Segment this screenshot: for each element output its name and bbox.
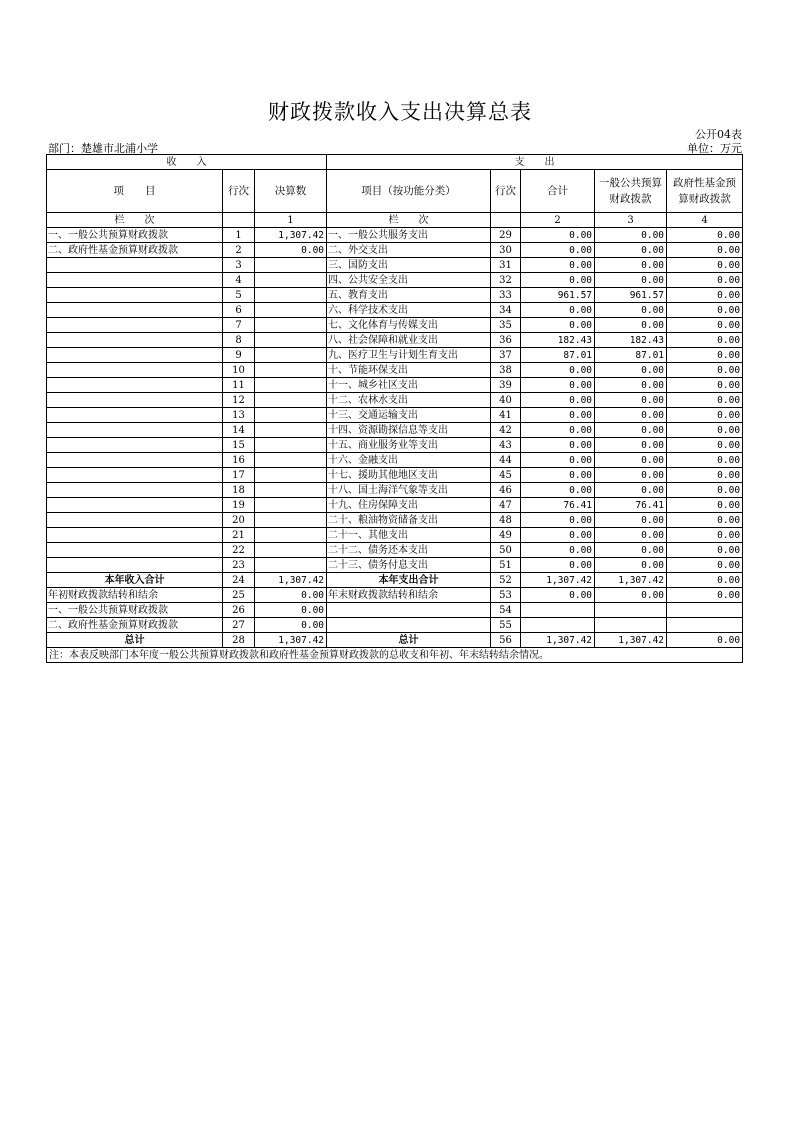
income-row-no: 24 bbox=[223, 573, 255, 588]
expenditure-total: 0.00 bbox=[521, 243, 595, 258]
expenditure-total: 961.57 bbox=[521, 288, 595, 303]
expenditure-fund: 0.00 bbox=[667, 483, 743, 498]
table-row bbox=[47, 288, 743, 303]
income-amount bbox=[255, 378, 327, 393]
expenditure-general: 0.00 bbox=[595, 423, 667, 438]
income-row-no: 15 bbox=[223, 438, 255, 453]
expenditure-item: 二十三、债务付息支出 bbox=[327, 558, 491, 573]
table-row bbox=[47, 588, 743, 603]
expenditure-total: 0.00 bbox=[521, 303, 595, 318]
income-item bbox=[47, 513, 223, 528]
income-item bbox=[47, 543, 223, 558]
expenditure-fund: 0.00 bbox=[667, 438, 743, 453]
expenditure-item: 十五、商业服务业等支出 bbox=[327, 438, 491, 453]
expenditure-fund: 0.00 bbox=[667, 258, 743, 273]
income-row-no: 14 bbox=[223, 423, 255, 438]
table-row bbox=[47, 378, 743, 393]
expenditure-total: 0.00 bbox=[521, 408, 595, 423]
income-item bbox=[47, 483, 223, 498]
expenditure-total: 0.00 bbox=[521, 423, 595, 438]
expenditure-row-no: 40 bbox=[491, 393, 521, 408]
income-row-no: 18 bbox=[223, 483, 255, 498]
index-label-2: 栏 次 bbox=[327, 213, 491, 228]
expenditure-item: 一、一般公共服务支出 bbox=[327, 228, 491, 243]
expenditure-general: 0.00 bbox=[595, 378, 667, 393]
income-row-no: 17 bbox=[223, 468, 255, 483]
expenditure-general bbox=[595, 618, 667, 633]
expenditure-item: 九、医疗卫生与计划生育支出 bbox=[327, 348, 491, 363]
table-row bbox=[47, 468, 743, 483]
income-amount bbox=[255, 453, 327, 468]
expenditure-row-no: 29 bbox=[491, 228, 521, 243]
income-item bbox=[47, 468, 223, 483]
expenditure-row-no: 49 bbox=[491, 528, 521, 543]
index-col-4: 4 bbox=[667, 213, 743, 228]
income-amount bbox=[255, 543, 327, 558]
income-amount: 0.00 bbox=[255, 243, 327, 258]
income-amount bbox=[255, 363, 327, 378]
expenditure-item: 十九、住房保障支出 bbox=[327, 498, 491, 513]
expenditure-fund: 0.00 bbox=[667, 348, 743, 363]
income-amount: 1,307.42 bbox=[255, 633, 327, 648]
income-row-no: 28 bbox=[223, 633, 255, 648]
income-item bbox=[47, 318, 223, 333]
header-row-no-2: 行次 bbox=[491, 170, 521, 213]
income-item: 本年收入合计 bbox=[47, 573, 223, 588]
expenditure-general: 1,307.42 bbox=[595, 573, 667, 588]
table-row bbox=[47, 453, 743, 468]
expenditure-row-no: 54 bbox=[491, 603, 521, 618]
expenditure-row-no: 51 bbox=[491, 558, 521, 573]
form-number: 公开04表 bbox=[695, 128, 742, 141]
income-amount: 1,307.42 bbox=[255, 573, 327, 588]
expenditure-item: 二十、粮油物资储备支出 bbox=[327, 513, 491, 528]
income-amount bbox=[255, 348, 327, 363]
expenditure-total: 182.43 bbox=[521, 333, 595, 348]
income-item bbox=[47, 333, 223, 348]
expenditure-row-no: 52 bbox=[491, 573, 521, 588]
expenditure-general: 1,307.42 bbox=[595, 633, 667, 648]
expenditure-item: 十一、城乡社区支出 bbox=[327, 378, 491, 393]
table-row bbox=[47, 333, 743, 348]
income-amount: 0.00 bbox=[255, 603, 327, 618]
expenditure-total: 0.00 bbox=[521, 468, 595, 483]
expenditure-fund: 0.00 bbox=[667, 393, 743, 408]
expenditure-general: 0.00 bbox=[595, 258, 667, 273]
income-amount bbox=[255, 498, 327, 513]
income-row-no: 12 bbox=[223, 393, 255, 408]
table-row bbox=[47, 558, 743, 573]
expenditure-row-no: 42 bbox=[491, 423, 521, 438]
table-row bbox=[47, 633, 743, 648]
department-label: 部门：楚雄市北浦小学 bbox=[48, 142, 158, 155]
expenditure-item bbox=[327, 618, 491, 633]
income-row-no: 25 bbox=[223, 588, 255, 603]
expenditure-item: 八、社会保障和就业支出 bbox=[327, 333, 491, 348]
income-item bbox=[47, 393, 223, 408]
table-row bbox=[47, 258, 743, 273]
expenditure-row-no: 31 bbox=[491, 258, 521, 273]
expenditure-item: 二十一、其他支出 bbox=[327, 528, 491, 543]
income-row-no: 5 bbox=[223, 288, 255, 303]
income-row-no: 6 bbox=[223, 303, 255, 318]
income-row-no: 9 bbox=[223, 348, 255, 363]
expenditure-row-no: 35 bbox=[491, 318, 521, 333]
income-row-no: 27 bbox=[223, 618, 255, 633]
expenditure-item: 六、科学技术支出 bbox=[327, 303, 491, 318]
income-row-no: 3 bbox=[223, 258, 255, 273]
income-item bbox=[47, 453, 223, 468]
income-item: 总计 bbox=[47, 633, 223, 648]
expenditure-total: 0.00 bbox=[521, 528, 595, 543]
expenditure-item: 五、教育支出 bbox=[327, 288, 491, 303]
expenditure-general: 0.00 bbox=[595, 468, 667, 483]
expenditure-total: 0.00 bbox=[521, 228, 595, 243]
expenditure-item: 十二、农林水支出 bbox=[327, 393, 491, 408]
expenditure-row-no: 46 bbox=[491, 483, 521, 498]
expenditure-total: 0.00 bbox=[521, 543, 595, 558]
expenditure-total: 0.00 bbox=[521, 483, 595, 498]
table-row bbox=[47, 513, 743, 528]
expenditure-total: 1,307.42 bbox=[521, 573, 595, 588]
expenditure-fund: 0.00 bbox=[667, 273, 743, 288]
income-amount bbox=[255, 393, 327, 408]
expenditure-item: 十三、交通运输支出 bbox=[327, 408, 491, 423]
header-row-no: 行次 bbox=[223, 170, 255, 213]
expenditure-fund: 0.00 bbox=[667, 363, 743, 378]
expenditure-fund: 0.00 bbox=[667, 318, 743, 333]
income-row-no: 20 bbox=[223, 513, 255, 528]
expenditure-general: 0.00 bbox=[595, 588, 667, 603]
expenditure-total: 0.00 bbox=[521, 513, 595, 528]
income-row-no: 26 bbox=[223, 603, 255, 618]
expenditure-total: 0.00 bbox=[521, 273, 595, 288]
header-item-function: 项目（按功能分类） bbox=[327, 170, 491, 213]
expenditure-total: 0.00 bbox=[521, 393, 595, 408]
table-row bbox=[47, 603, 743, 618]
expenditure-row-no: 50 bbox=[491, 543, 521, 558]
expenditure-total: 0.00 bbox=[521, 363, 595, 378]
income-item bbox=[47, 528, 223, 543]
income-amount bbox=[255, 318, 327, 333]
expenditure-fund: 0.00 bbox=[667, 543, 743, 558]
expenditure-row-no: 43 bbox=[491, 438, 521, 453]
header-final-amount: 决算数 bbox=[255, 170, 327, 213]
income-item bbox=[47, 378, 223, 393]
expenditure-general: 0.00 bbox=[595, 408, 667, 423]
expenditure-item: 四、公共安全支出 bbox=[327, 273, 491, 288]
expenditure-item: 二、外交支出 bbox=[327, 243, 491, 258]
expenditure-fund: 0.00 bbox=[667, 573, 743, 588]
expenditure-fund: 0.00 bbox=[667, 633, 743, 648]
expenditure-item: 本年支出合计 bbox=[327, 573, 491, 588]
expenditure-total: 0.00 bbox=[521, 318, 595, 333]
table-row bbox=[47, 483, 743, 498]
expenditure-fund: 0.00 bbox=[667, 423, 743, 438]
expenditure-row-no: 48 bbox=[491, 513, 521, 528]
expenditure-general: 0.00 bbox=[595, 513, 667, 528]
expenditure-general: 0.00 bbox=[595, 363, 667, 378]
expenditure-item bbox=[327, 603, 491, 618]
budget-table bbox=[46, 154, 743, 663]
expenditure-general: 0.00 bbox=[595, 228, 667, 243]
income-item: 一、一般公共预算财政拨款 bbox=[47, 603, 223, 618]
expenditure-general: 0.00 bbox=[595, 438, 667, 453]
expenditure-item: 十四、资源勘探信息等支出 bbox=[327, 423, 491, 438]
income-row-no: 10 bbox=[223, 363, 255, 378]
income-item bbox=[47, 498, 223, 513]
income-row-no: 2 bbox=[223, 243, 255, 258]
expenditure-fund: 0.00 bbox=[667, 228, 743, 243]
expenditure-general: 0.00 bbox=[595, 318, 667, 333]
income-section-header: 收 入 bbox=[47, 155, 327, 170]
page-title: 财政拨款收入支出决算总表 bbox=[268, 100, 532, 124]
expenditure-total: 1,307.42 bbox=[521, 633, 595, 648]
expenditure-fund: 0.00 bbox=[667, 498, 743, 513]
table-note: 注：本表反映部门本年度一般公共预算财政拨款和政府性基金预算财政拨款的总收支和年初、年末结转结余情况。 bbox=[47, 648, 743, 663]
table-row bbox=[47, 393, 743, 408]
expenditure-item: 年末财政拨款结转和结余 bbox=[327, 588, 491, 603]
index-col-1: 1 bbox=[255, 213, 327, 228]
expenditure-general: 0.00 bbox=[595, 543, 667, 558]
income-amount bbox=[255, 513, 327, 528]
income-amount bbox=[255, 273, 327, 288]
table-row bbox=[47, 618, 743, 633]
table-row bbox=[47, 423, 743, 438]
header-fund-budget: 政府性基金预算财政拨款 bbox=[667, 170, 743, 213]
expenditure-total bbox=[521, 618, 595, 633]
expenditure-row-no: 30 bbox=[491, 243, 521, 258]
income-row-no: 1 bbox=[223, 228, 255, 243]
expenditure-general: 87.01 bbox=[595, 348, 667, 363]
header-total: 合计 bbox=[521, 170, 595, 213]
unit-label: 单位：万元 bbox=[687, 142, 742, 155]
income-amount: 0.00 bbox=[255, 588, 327, 603]
expenditure-total: 0.00 bbox=[521, 588, 595, 603]
index-col-3: 3 bbox=[595, 213, 667, 228]
income-amount bbox=[255, 288, 327, 303]
expenditure-row-no: 33 bbox=[491, 288, 521, 303]
expenditure-general: 0.00 bbox=[595, 483, 667, 498]
expenditure-row-no: 37 bbox=[491, 348, 521, 363]
expenditure-general: 0.00 bbox=[595, 273, 667, 288]
income-row-no: 19 bbox=[223, 498, 255, 513]
expenditure-row-no: 55 bbox=[491, 618, 521, 633]
table-row bbox=[47, 303, 743, 318]
expenditure-fund: 0.00 bbox=[667, 588, 743, 603]
expenditure-fund: 0.00 bbox=[667, 528, 743, 543]
expenditure-general: 0.00 bbox=[595, 558, 667, 573]
expenditure-total: 0.00 bbox=[521, 438, 595, 453]
income-amount bbox=[255, 333, 327, 348]
expenditure-fund: 0.00 bbox=[667, 408, 743, 423]
expenditure-item: 十七、援助其他地区支出 bbox=[327, 468, 491, 483]
table-row bbox=[47, 348, 743, 363]
income-item bbox=[47, 408, 223, 423]
expenditure-total: 76.41 bbox=[521, 498, 595, 513]
income-amount bbox=[255, 303, 327, 318]
expenditure-fund bbox=[667, 618, 743, 633]
income-item bbox=[47, 288, 223, 303]
expenditure-general: 961.57 bbox=[595, 288, 667, 303]
table-row bbox=[47, 408, 743, 423]
expenditure-item: 二十二、债务还本支出 bbox=[327, 543, 491, 558]
income-amount bbox=[255, 438, 327, 453]
income-row-no: 23 bbox=[223, 558, 255, 573]
expenditure-item: 十八、国土海洋气象等支出 bbox=[327, 483, 491, 498]
income-item bbox=[47, 558, 223, 573]
expenditure-general: 0.00 bbox=[595, 528, 667, 543]
expenditure-general: 76.41 bbox=[595, 498, 667, 513]
income-row-no: 16 bbox=[223, 453, 255, 468]
header-item: 项 目 bbox=[47, 170, 223, 213]
table-row bbox=[47, 543, 743, 558]
income-item bbox=[47, 273, 223, 288]
expenditure-row-no: 45 bbox=[491, 468, 521, 483]
expenditure-row-no: 34 bbox=[491, 303, 521, 318]
income-item bbox=[47, 348, 223, 363]
expenditure-row-no: 47 bbox=[491, 498, 521, 513]
expenditure-general: 0.00 bbox=[595, 243, 667, 258]
income-amount bbox=[255, 528, 327, 543]
expenditure-row-no: 56 bbox=[491, 633, 521, 648]
income-amount bbox=[255, 483, 327, 498]
expenditure-fund: 0.00 bbox=[667, 333, 743, 348]
expenditure-total: 0.00 bbox=[521, 258, 595, 273]
expenditure-item: 七、文化体育与传媒支出 bbox=[327, 318, 491, 333]
expenditure-general: 0.00 bbox=[595, 453, 667, 468]
expenditure-general: 0.00 bbox=[595, 393, 667, 408]
income-row-no: 22 bbox=[223, 543, 255, 558]
index-label: 栏 次 bbox=[47, 213, 223, 228]
expenditure-item: 总计 bbox=[327, 633, 491, 648]
expenditure-total: 0.00 bbox=[521, 558, 595, 573]
income-row-no: 21 bbox=[223, 528, 255, 543]
income-amount: 1,307.42 bbox=[255, 228, 327, 243]
expenditure-total: 87.01 bbox=[521, 348, 595, 363]
header-general-budget: 一般公共预算财政拨款 bbox=[595, 170, 667, 213]
expenditure-fund: 0.00 bbox=[667, 513, 743, 528]
income-item bbox=[47, 423, 223, 438]
expenditure-general: 0.00 bbox=[595, 303, 667, 318]
income-item bbox=[47, 258, 223, 273]
table-row bbox=[47, 318, 743, 333]
table-row bbox=[47, 273, 743, 288]
expenditure-fund: 0.00 bbox=[667, 468, 743, 483]
table-row bbox=[47, 498, 743, 513]
income-item: 年初财政拨款结转和结余 bbox=[47, 588, 223, 603]
income-amount bbox=[255, 423, 327, 438]
expenditure-fund: 0.00 bbox=[667, 378, 743, 393]
expenditure-row-no: 41 bbox=[491, 408, 521, 423]
income-row-no: 7 bbox=[223, 318, 255, 333]
income-item bbox=[47, 303, 223, 318]
income-row-no: 11 bbox=[223, 378, 255, 393]
income-row-no: 13 bbox=[223, 408, 255, 423]
expenditure-row-no: 39 bbox=[491, 378, 521, 393]
income-amount bbox=[255, 558, 327, 573]
table-row bbox=[47, 573, 743, 588]
income-item bbox=[47, 363, 223, 378]
expenditure-total bbox=[521, 603, 595, 618]
expenditure-total: 0.00 bbox=[521, 453, 595, 468]
expenditure-row-no: 44 bbox=[491, 453, 521, 468]
expenditure-fund bbox=[667, 603, 743, 618]
income-amount bbox=[255, 408, 327, 423]
expenditure-fund: 0.00 bbox=[667, 288, 743, 303]
expenditure-item: 三、国防支出 bbox=[327, 258, 491, 273]
income-item bbox=[47, 438, 223, 453]
income-amount bbox=[255, 468, 327, 483]
income-item: 二、政府性基金预算财政拨款 bbox=[47, 618, 223, 633]
expenditure-general: 182.43 bbox=[595, 333, 667, 348]
table-row bbox=[47, 363, 743, 378]
table-row bbox=[47, 528, 743, 543]
expenditure-row-no: 38 bbox=[491, 363, 521, 378]
expenditure-fund: 0.00 bbox=[667, 453, 743, 468]
expenditure-row-no: 36 bbox=[491, 333, 521, 348]
expenditure-fund: 0.00 bbox=[667, 558, 743, 573]
table-row bbox=[47, 243, 743, 258]
expenditure-section-header: 支 出 bbox=[327, 155, 743, 170]
expenditure-item: 十六、金融支出 bbox=[327, 453, 491, 468]
expenditure-fund: 0.00 bbox=[667, 303, 743, 318]
income-amount bbox=[255, 258, 327, 273]
expenditure-row-no: 32 bbox=[491, 273, 521, 288]
income-row-no: 4 bbox=[223, 273, 255, 288]
income-row-no: 8 bbox=[223, 333, 255, 348]
expenditure-fund: 0.00 bbox=[667, 243, 743, 258]
expenditure-row-no: 53 bbox=[491, 588, 521, 603]
expenditure-general bbox=[595, 603, 667, 618]
expenditure-total: 0.00 bbox=[521, 378, 595, 393]
income-item: 二、政府性基金预算财政拨款 bbox=[47, 243, 223, 258]
table-row bbox=[47, 438, 743, 453]
income-amount: 0.00 bbox=[255, 618, 327, 633]
index-col-2: 2 bbox=[521, 213, 595, 228]
table-row bbox=[47, 228, 743, 243]
expenditure-item: 十、节能环保支出 bbox=[327, 363, 491, 378]
income-item: 一、一般公共预算财政拨款 bbox=[47, 228, 223, 243]
